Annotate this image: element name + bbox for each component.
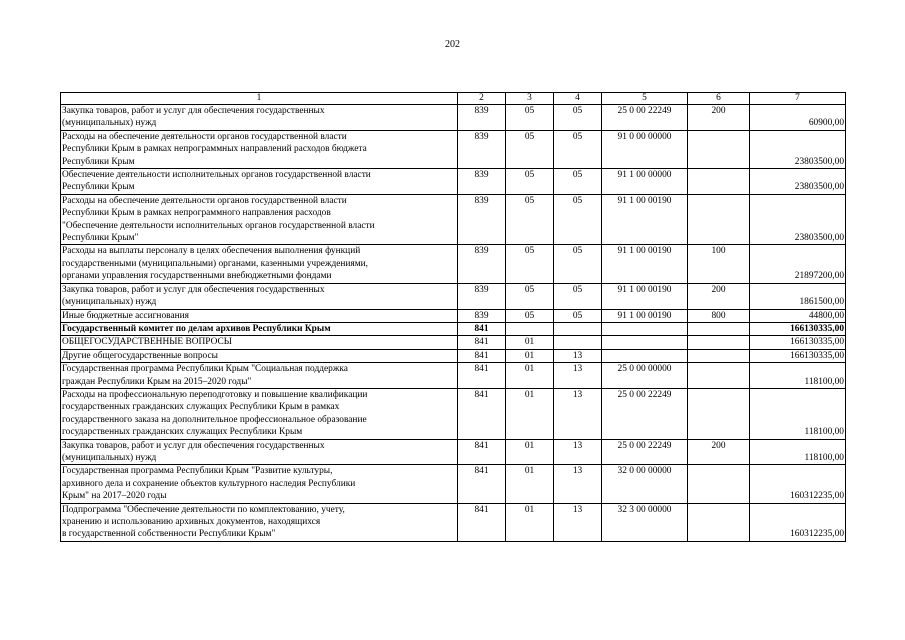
table-row — [61, 503, 846, 541]
table-row — [61, 465, 846, 503]
cell-pr: 05 — [554, 309, 602, 322]
cell-csr: 25 0 00 00000 — [602, 363, 688, 389]
row-name-line: ОБЩЕГОСУДАРСТВЕННЫЕ ВОПРОСЫ — [62, 337, 232, 348]
row-name-line: государственного заказа на дополнительное профессиональное образование — [62, 414, 367, 425]
row-name-line: государственных гражданских служащих Республики Крым — [62, 427, 303, 438]
cell-pr: 13 — [554, 388, 602, 439]
row-name-line: граждан Республики Крым на 2015–2020 годы" — [62, 376, 252, 387]
cell-amount: 118100,00 — [750, 439, 846, 465]
cell-rz: 01 — [506, 465, 554, 503]
cell-amount: 118100,00 — [750, 388, 846, 439]
row-name-line: (муниципальных) нужд — [62, 452, 157, 463]
cell-amount: 21897200,00 — [750, 245, 846, 283]
cell-pr: 05 — [554, 130, 602, 168]
row-name-line: Расходы на профессиональную переподготовку и повышение квалификации — [62, 389, 368, 400]
cell-amount: 166130335,00 — [750, 349, 846, 362]
row-name-line: Государственная программа Республики Крым "Социальная поддержка — [62, 364, 348, 375]
row-name-cell — [61, 322, 458, 335]
cell-vr: 200 — [688, 439, 750, 465]
cell-grbs: 841 — [458, 439, 506, 465]
row-name-cell — [61, 169, 458, 195]
row-name-cell — [61, 503, 458, 541]
table-body — [61, 93, 846, 542]
cell-rz: 05 — [506, 130, 554, 168]
row-name-cell — [61, 245, 458, 283]
row-name-line: Расходы на выплаты персоналу в целях обеспечения выполнения функций — [62, 246, 361, 257]
row-name-line: "Обеспечение деятельности исполнительных органов государственной власти — [62, 220, 375, 231]
table-row — [61, 322, 846, 335]
cell-pr: 13 — [554, 349, 602, 362]
cell-csr: 91 1 00 00000 — [602, 169, 688, 195]
cell-rz: 01 — [506, 336, 554, 349]
row-name-line: Подпрограмма "Обеспечение деятельности по комплектованию, учету, — [62, 504, 345, 515]
row-name-line: хранению и использованию архивных документов, находящихся — [62, 517, 321, 527]
row-name-cell — [61, 363, 458, 389]
cell-amount: 44800,00 — [750, 309, 846, 322]
page-number: 202 — [445, 39, 460, 50]
row-name-line: Обеспечение деятельности исполнительных органов государственной власти — [62, 170, 371, 181]
row-name-line: государственных гражданских служащих Республики Крым в рамках — [62, 402, 340, 413]
cell-rz: 05 — [506, 105, 554, 131]
cell-grbs: 841 — [458, 388, 506, 439]
cell-csr: 91 0 00 00000 — [602, 130, 688, 168]
row-name-cell — [61, 349, 458, 362]
cell-amount: 160312235,00 — [750, 465, 846, 503]
cell-vr: 100 — [688, 245, 750, 283]
cell-amount: 23803500,00 — [750, 194, 846, 245]
cell-amount: 166130335,00 — [750, 322, 846, 335]
table-header-row — [61, 93, 846, 105]
row-name-line: Закупка товаров, работ и услуг для обеспечения государственных — [62, 440, 325, 451]
row-name-cell — [61, 194, 458, 245]
table-row — [61, 169, 846, 195]
row-name-cell — [61, 283, 458, 309]
cell-pr: 05 — [554, 105, 602, 131]
cell-vr — [688, 465, 750, 503]
cell-vr — [688, 322, 750, 335]
cell-grbs: 839 — [458, 105, 506, 131]
cell-rz: 05 — [506, 283, 554, 309]
row-name-cell — [61, 309, 458, 322]
cell-rz: 05 — [506, 309, 554, 322]
cell-grbs: 841 — [458, 322, 506, 335]
cell-vr — [688, 503, 750, 541]
row-name-line: Республики Крым в рамках непрограммного направления расходов — [62, 208, 331, 219]
cell-amount: 118100,00 — [750, 363, 846, 389]
cell-amount: 23803500,00 — [750, 130, 846, 168]
header-cell: 4 — [554, 93, 602, 105]
table-row — [61, 349, 846, 362]
cell-vr — [688, 363, 750, 389]
cell-grbs: 839 — [458, 245, 506, 283]
cell-grbs: 839 — [458, 194, 506, 245]
cell-csr: 91 1 00 00190 — [602, 283, 688, 309]
cell-pr: 05 — [554, 169, 602, 195]
cell-grbs: 841 — [458, 349, 506, 362]
row-name-line: Государственный комитет по делам архивов Республики Крым — [62, 323, 331, 334]
cell-grbs: 839 — [458, 130, 506, 168]
row-name-line: Расходы на обеспечение деятельности органов государственной власти — [62, 195, 347, 206]
table-row — [61, 283, 846, 309]
cell-amount: 1861500,00 — [750, 283, 846, 309]
cell-vr — [688, 349, 750, 362]
cell-csr: 25 0 00 22249 — [602, 105, 688, 131]
cell-grbs: 841 — [458, 363, 506, 389]
cell-rz — [506, 322, 554, 335]
cell-rz: 05 — [506, 169, 554, 195]
cell-rz: 01 — [506, 439, 554, 465]
row-name-line: Республики Крым — [62, 156, 135, 167]
cell-vr — [688, 336, 750, 349]
table-row — [61, 309, 846, 322]
row-name-line: Закупка товаров, работ и услуг для обеспечения государственных — [62, 284, 325, 295]
cell-vr — [688, 169, 750, 195]
cell-csr — [602, 336, 688, 349]
header-cell: 1 — [61, 93, 458, 105]
table-row — [61, 388, 846, 439]
row-name-line: архивного дела и сохранение объектов культурного наследия Республики — [62, 478, 356, 489]
cell-csr — [602, 349, 688, 362]
cell-csr: 32 3 00 00000 — [602, 503, 688, 541]
row-name-line: государственными (муниципальными) органами, казенными учреждениями, — [62, 258, 369, 269]
row-name-line: Иные бюджетные ассигнования — [62, 310, 189, 321]
table-row — [61, 130, 846, 168]
header-cell: 3 — [506, 93, 554, 105]
cell-grbs: 839 — [458, 309, 506, 322]
row-name-line: Закупка товаров, работ и услуг для обеспечения государственных — [62, 106, 325, 116]
row-name-line: Другие общегосударственные вопросы — [62, 350, 218, 361]
cell-csr: 32 0 00 00000 — [602, 465, 688, 503]
cell-vr: 800 — [688, 309, 750, 322]
cell-pr: 05 — [554, 283, 602, 309]
row-name-line: Республики Крым" — [62, 233, 139, 244]
cell-grbs: 841 — [458, 503, 506, 541]
row-name-cell — [61, 388, 458, 439]
cell-amount: 166130335,00 — [750, 336, 846, 349]
table-row — [61, 194, 846, 245]
row-name-line: Республики Крым в рамках непрограммных направлений расходов бюджета — [62, 144, 367, 155]
cell-rz: 01 — [506, 388, 554, 439]
header-cell: 5 — [602, 93, 688, 105]
table-row — [61, 105, 846, 131]
row-name-cell — [61, 439, 458, 465]
cell-rz: 01 — [506, 503, 554, 541]
cell-rz: 01 — [506, 349, 554, 362]
row-name-cell — [61, 105, 458, 131]
row-name-line: Крым" на 2017–2020 годы — [62, 491, 167, 502]
cell-csr — [602, 322, 688, 335]
row-name-line: органами управления государственными внебюджетными фондами — [62, 271, 332, 282]
cell-grbs: 839 — [458, 283, 506, 309]
cell-csr: 91 1 00 00190 — [602, 245, 688, 283]
cell-vr: 200 — [688, 105, 750, 131]
table-row — [61, 439, 846, 465]
row-name-line: (муниципальных) нужд — [62, 118, 157, 129]
cell-vr — [688, 194, 750, 245]
cell-rz: 01 — [506, 363, 554, 389]
row-name-line: Республики Крым — [62, 182, 135, 193]
cell-rz: 05 — [506, 194, 554, 245]
cell-grbs: 839 — [458, 169, 506, 195]
cell-rz: 05 — [506, 245, 554, 283]
row-name-line: Государственная программа Республики Крым "Развитие культуры, — [62, 466, 333, 477]
row-name-line: в государственной собственности Республики Крым" — [62, 529, 276, 540]
cell-pr: 13 — [554, 465, 602, 503]
cell-csr: 25 0 00 22249 — [602, 439, 688, 465]
cell-pr: 05 — [554, 245, 602, 283]
cell-pr: 05 — [554, 194, 602, 245]
table-row — [61, 245, 846, 283]
cell-amount: 60900,00 — [750, 105, 846, 131]
header-cell: 7 — [750, 93, 846, 105]
cell-grbs: 841 — [458, 336, 506, 349]
header-cell: 6 — [688, 93, 750, 105]
row-name-line: (муниципальных) нужд — [62, 297, 157, 308]
cell-pr — [554, 336, 602, 349]
header-cell: 2 — [458, 93, 506, 105]
row-name-cell — [61, 336, 458, 349]
table-row — [61, 363, 846, 389]
cell-vr — [688, 130, 750, 168]
cell-pr: 13 — [554, 503, 602, 541]
table-row — [61, 336, 846, 349]
row-name-line: Расходы на обеспечение деятельности органов государственной власти — [62, 131, 347, 142]
cell-csr: 91 1 00 00190 — [602, 194, 688, 245]
cell-vr — [688, 388, 750, 439]
budget-table — [60, 92, 846, 542]
row-name-cell — [61, 465, 458, 503]
cell-pr: 13 — [554, 363, 602, 389]
cell-csr: 91 1 00 00190 — [602, 309, 688, 322]
row-name-cell — [61, 130, 458, 168]
cell-pr — [554, 322, 602, 335]
cell-amount: 160312235,00 — [750, 503, 846, 541]
cell-grbs: 841 — [458, 465, 506, 503]
cell-vr: 200 — [688, 283, 750, 309]
cell-csr: 25 0 00 22249 — [602, 388, 688, 439]
cell-amount: 23803500,00 — [750, 169, 846, 195]
cell-pr: 13 — [554, 439, 602, 465]
